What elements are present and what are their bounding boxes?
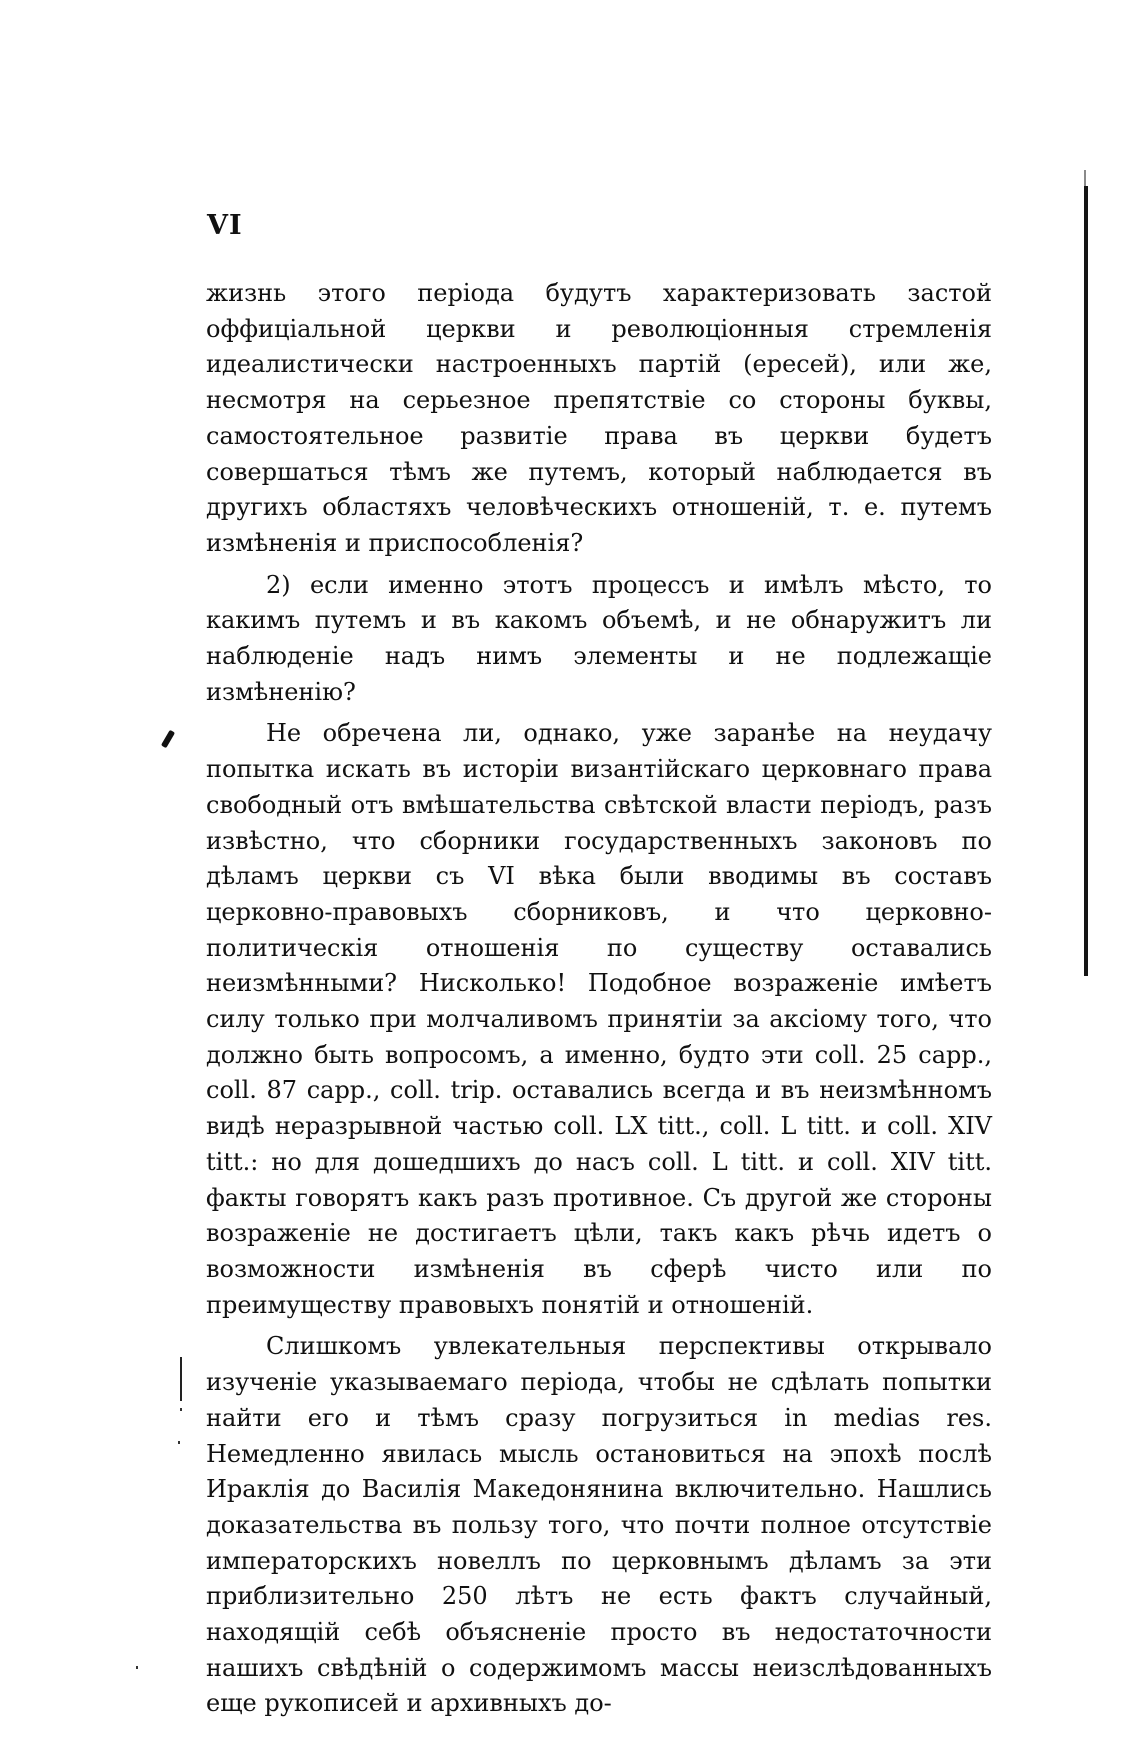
margin-speck (136, 1666, 138, 1669)
page-edge-shadow (1084, 186, 1088, 976)
body-text (206, 276, 992, 1728)
paragraph: Не обречена ли, однако, уже заранѣе на неудачу попытка искать въ исторіи византійскаго церковнаго права свободный отъ вмѣшательства свѣтской власти періодъ, разъ извѣстно, что сборники государственныхъ законовъ по дѣламъ церкви съ VI вѣка были вводимы въ составъ церковно-правовыхъ сборниковъ, и что церковно-политическія отношенія по существу оставались неизмѣнными? Нисколько! Подобное возраженіе имѣетъ силу только при молчаливомъ принятіи за аксіому того, что должно быть вопросомъ, а именно, будто эти coll. 25 capp., coll. 87 capp., coll. trip. оставались всегда и въ неизмѣнномъ видѣ неразрывной частью coll. LX titt., coll. L titt. и coll. XIV titt.: но для дошедшихъ до насъ coll. L titt. и coll. XIV titt. факты говорятъ какъ разъ противное. Съ другой же стороны возраженіе не достигаетъ цѣли, такъ какъ рѣчь идетъ о возможности измѣненія въ сферѣ чисто или по преимуществу правовыхъ понятій и отношеній. (206, 719, 992, 1319)
paragraph: жизнь этого періода будутъ характеризовать застой оффиціальной церкви и революціонныя стремленія идеалистически настроенныхъ партій (ересей), или же, несмотря на серьезное препятствіе со стороны буквы, самостоятельное развитіе права въ церкви будетъ совершаться тѣмъ же путемъ, который наблюдается въ другихъ областяхъ человѣческихъ отношеній, т. е. путемъ измѣненія и приспособленія? (206, 279, 992, 557)
page-number: VI (207, 210, 243, 241)
margin-pencil-mark (161, 730, 175, 749)
margin-pencil-line (180, 1357, 182, 1401)
paragraph: Слишкомъ увлекательныя перспективы открывало изученіе указываемаго періода, чтобы не сдѣлать попытки найти его и тѣмъ сразу погрузиться in medias res. Немедленно явилась мысль остановиться на эпохѣ послѣ Ираклія до Василія Македонянина включительно. Нашлись доказательства въ пользу того, что почти полное отсутствіе императорскихъ новеллъ по церковнымъ дѣламъ за эти приблизительно 250 лѣтъ не есть фактъ случайный, находящій себѣ объясненіе просто въ недостаточности нашихъ свѣдѣній о содержимомъ массы неизслѣдованныхъ еще рукописей и архивныхъ до- (206, 1332, 992, 1718)
paragraph: 2) если именно этотъ процессъ и имѣлъ мѣсто, то какимъ путемъ и въ какомъ объемѣ, и не обнаружитъ ли наблюденіе надъ нимъ элементы и не подлежащіе измѣненію? (206, 570, 992, 706)
margin-speck (180, 1408, 182, 1411)
margin-speck (178, 1441, 180, 1444)
